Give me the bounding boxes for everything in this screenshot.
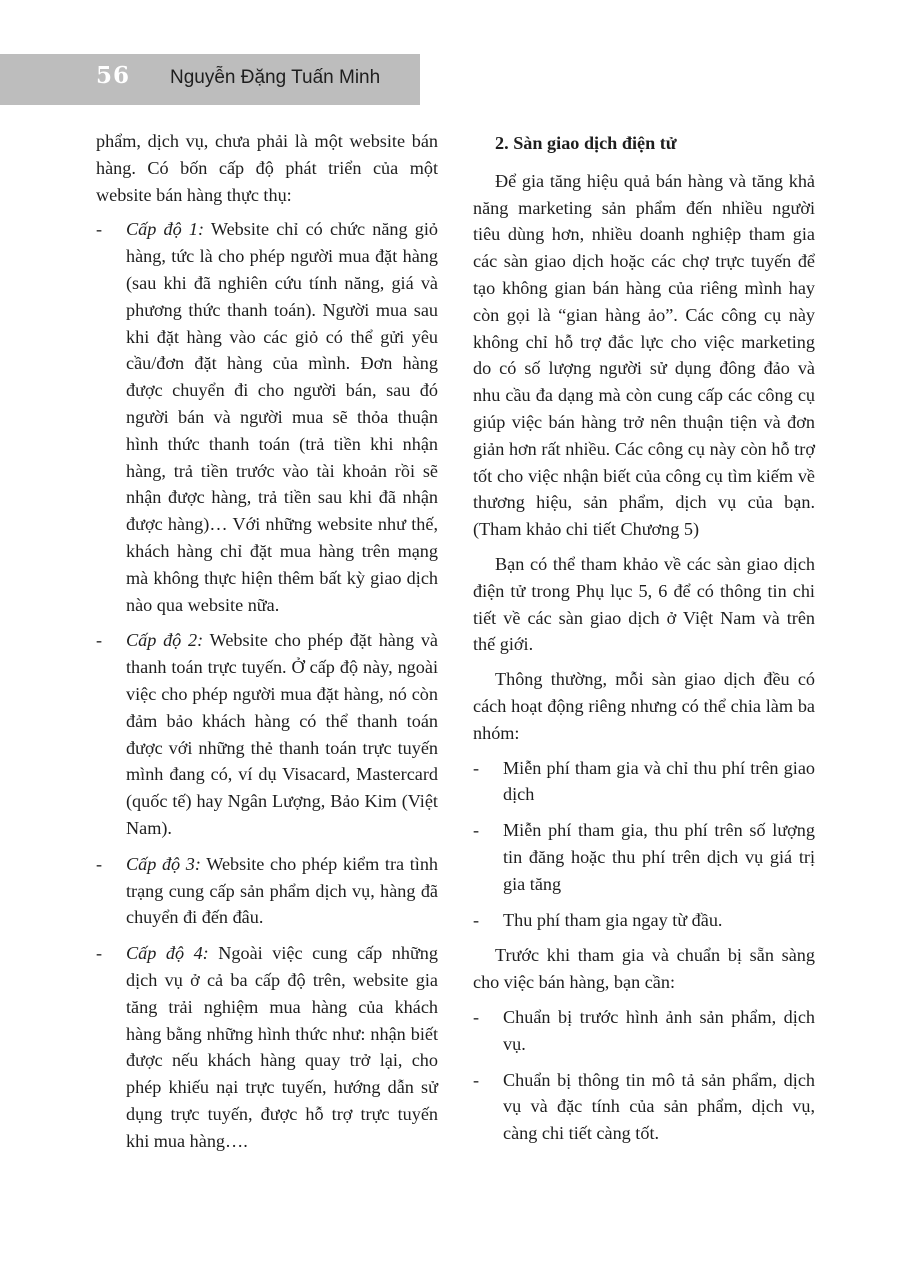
right-column — [473, 130, 815, 1156]
page-number: 56 — [96, 62, 131, 89]
level-text: Website cho phép kiểm tra tình trạng cung cấp sản phẩm dịch vụ, hàng đã chuyển đi đến đâu. — [126, 853, 439, 928]
list-item-level-3 — [96, 851, 438, 931]
intro-paragraph: phẩm, dịch vụ, chưa phải là một website bán hàng. Có bốn cấp độ phát triển của một website bán hàng thực thụ: — [96, 131, 438, 205]
level-label: Cấp độ 3: — [126, 853, 201, 874]
list-item-level-4 — [96, 940, 438, 1154]
list-item-prep-2 — [473, 1067, 815, 1147]
list-dash: - — [96, 853, 103, 874]
list-item-prep-1 — [473, 1004, 815, 1058]
paragraph-preparation: Trước khi tham gia và chuẩn bị sẵn sàng cho việc bán hàng, bạn cần: — [473, 945, 815, 993]
level-text: Website cho phép đặt hàng và thanh toán trực tuyến. Ở cấp độ này, ngoài việc cho phép người mua đặt hàng, nó còn đảm bảo khách hàng có thể thanh toán được với những thẻ thanh toán trực tuyến mình đang có, ví dụ Visacard, Mastercard (quốc tế) hay Ngân Lượng, Bảo Kim (Việt Nam). — [126, 630, 438, 838]
level-label: Cấp độ 1: — [126, 219, 205, 240]
list-item-group-2 — [473, 817, 815, 897]
group-text: Miễn phí tham gia và chỉ thu phí trên giao dịch — [503, 757, 815, 805]
list-dash: - — [473, 820, 480, 841]
level-label: Cấp độ 4: — [126, 943, 209, 964]
left-column — [96, 128, 438, 1163]
group-text: Miễn phí tham gia, thu phí trên số lượng tin đăng hoặc thu phí trên dịch vụ giá trị gia tăng — [503, 820, 815, 894]
list-dash: - — [96, 630, 103, 651]
section-heading: 2. Sàn giao dịch điện tử — [495, 133, 677, 153]
level-label: Cấp độ 2: — [126, 630, 204, 651]
list-dash: - — [473, 909, 480, 930]
list-item-level-2 — [96, 627, 438, 841]
level-text: Ngoài việc cung cấp những dịch vụ ở cả ba cấp độ trên, website gia tăng trải nghiệm mua hàng của khách hàng bằng những hình thức như: nhận biết được nếu khách hàng quay trở lại, cho phép khiếu nại trực tuyến, hướng dẫn sử dụng trực tuyến, được hỗ trợ trực tuyến khi mua hàng…. — [126, 943, 438, 1151]
list-dash: - — [96, 943, 103, 964]
paragraph-three-groups: Thông thường, mỗi sàn giao dịch đều có cách hoạt động riêng nhưng có thể chia làm ba nhóm: — [473, 669, 815, 743]
prep-text: Chuẩn bị trước hình ảnh sản phẩm, dịch vụ. — [503, 1006, 815, 1054]
list-dash: - — [473, 1069, 480, 1090]
list-item-level-1 — [96, 216, 438, 618]
level-text: Website chỉ có chức năng giỏ hàng, tức là cho phép người mua đặt hàng (sau khi đã nghiên cứu tính năng, giá và phương thức thanh toán). Người mua sau khi đặt hàng vào các giỏ có thể gửi yêu cầu/đơn đặt hàng của mình. Đơn hàng được chuyển đi cho người bán, sau đó người bán và người mua sẽ thỏa thuận hình thức thanh toán (trả tiền khi nhận hàng, trả tiền trước vào tài khoản rồi sẽ nhận được hàng, trả tiền sau khi đã nhận được hàng)… Với những website như thế, khách hàng chỉ đặt mua hàng trên mạng mà không thực hiện thêm bất kỳ giao dịch nào qua website nữa. — [126, 219, 438, 615]
group-text: Thu phí tham gia ngay từ đầu. — [503, 909, 723, 930]
list-item-group-3 — [473, 907, 815, 934]
list-dash: - — [96, 219, 103, 240]
paragraph-appendix-reference: Bạn có thể tham khảo về các sàn giao dịch điện tử trong Phụ lục 5, 6 để có thông tin chi tiết về các sàn giao dịch ở Việt Nam và trên thế giới. — [473, 553, 815, 655]
running-header-author: Nguyễn Đặng Tuấn Minh — [170, 67, 381, 88]
list-dash: - — [473, 757, 480, 778]
list-item-group-1 — [473, 755, 815, 809]
prep-text: Chuẩn bị thông tin mô tả sản phẩm, dịch vụ và đặc tính của sản phẩm, dịch vụ, càng chi tiết càng tốt. — [503, 1069, 815, 1144]
paragraph-ecommerce-platforms: Để gia tăng hiệu quả bán hàng và tăng khả năng marketing sản phẩm đến nhiều người tiêu dùng hơn, nhiều doanh nghiệp tham gia các sàn giao dịch hoặc các chợ trực tuyến để tạo không gian bán hàng của riêng mình hay còn gọi là “gian hàng ảo”. Các công cụ này không chỉ hỗ trợ đắc lực cho việc marketing do có số lượng người sử dụng đông đảo và nhu cầu đa dạng mà còn cung cấp các công cụ giúp việc bán hàng trở nên thuận tiện và đơn giản hơn rất nhiều. Các công cụ này còn hỗ trợ tốt cho việc nhận biết của công cụ tìm kiếm về thương hiệu, sản phẩm, dịch vụ của bạn. (Tham khảo chi tiết Chương 5) — [473, 170, 815, 540]
list-dash: - — [473, 1006, 480, 1027]
